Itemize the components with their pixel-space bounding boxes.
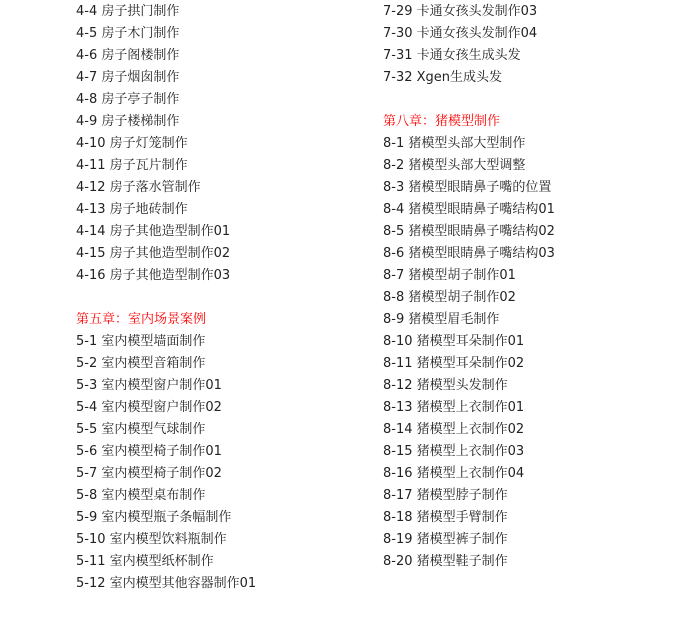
lesson-item: 8-7 猪模型胡子制作01 (383, 268, 516, 283)
lesson-item: 5-5 室内模型气球制作 (76, 422, 206, 437)
lesson-item: 5-11 室内模型纸杯制作 (76, 554, 214, 569)
lesson-item: 8-12 猪模型头发制作 (383, 378, 508, 393)
lesson-item: 4-9 房子楼梯制作 (76, 114, 180, 129)
lesson-item: 5-4 室内模型窗户制作02 (76, 400, 222, 415)
lesson-item: 4-7 房子烟囱制作 (76, 70, 180, 85)
lesson-item: 8-10 猪模型耳朵制作01 (383, 334, 525, 349)
lesson-item: 8-20 猪模型鞋子制作 (383, 554, 508, 569)
chapter-heading: 第八章：猪模型制作 (383, 114, 501, 129)
lesson-item: 4-13 房子地砖制作 (76, 202, 188, 217)
lesson-item: 8-4 猪模型眼睛鼻子嘴结构01 (383, 202, 555, 217)
lesson-item: 8-19 猪模型裤子制作 (383, 532, 508, 547)
lesson-item: 5-10 室内模型饮料瓶制作 (76, 532, 227, 547)
lesson-item: 8-2 猪模型头部大型调整 (383, 158, 526, 173)
lesson-item: 4-15 房子其他造型制作02 (76, 246, 231, 261)
lesson-item: 5-9 室内模型瓶子条幅制作 (76, 510, 232, 525)
lesson-item: 7-31 卡通女孩生成头发 (383, 48, 521, 63)
lesson-item: 8-13 猪模型上衣制作01 (383, 400, 525, 415)
chapter-heading: 第五章：室内场景案例 (76, 312, 207, 327)
lesson-item: 5-12 室内模型其他容器制作01 (76, 576, 257, 591)
lesson-item: 5-2 室内模型音箱制作 (76, 356, 206, 371)
right-column (383, 1, 555, 573)
lesson-item: 8-11 猪模型耳朵制作02 (383, 356, 525, 371)
lesson-item: 4-10 房子灯笼制作 (76, 136, 188, 151)
left-column (76, 1, 256, 595)
lesson-item: 8-3 猪模型眼睛鼻子嘴的位置 (383, 180, 552, 195)
lesson-item: 8-5 猪模型眼睛鼻子嘴结构02 (383, 224, 555, 239)
lesson-item: 4-11 房子瓦片制作 (76, 158, 188, 173)
lesson-item: 4-6 房子阁楼制作 (76, 48, 180, 63)
lesson-item: 8-17 猪模型脖子制作 (383, 488, 508, 503)
spacer (76, 287, 256, 309)
lesson-item: 5-8 室内模型桌布制作 (76, 488, 206, 503)
lesson-item: 5-7 室内模型椅子制作02 (76, 466, 222, 481)
lesson-item: 7-29 卡通女孩头发制作03 (383, 4, 538, 19)
spacer (383, 89, 555, 111)
lesson-item: 8-14 猪模型上衣制作02 (383, 422, 525, 437)
lesson-item: 8-8 猪模型胡子制作02 (383, 290, 516, 305)
lesson-item: 4-14 房子其他造型制作01 (76, 224, 231, 239)
lesson-item: 8-15 猪模型上衣制作03 (383, 444, 525, 459)
lesson-item: 5-1 室内模型墙面制作 (76, 334, 206, 349)
lesson-item: 8-9 猪模型眉毛制作 (383, 312, 500, 327)
lesson-item: 8-6 猪模型眼睛鼻子嘴结构03 (383, 246, 555, 261)
lesson-item: 8-16 猪模型上衣制作04 (383, 466, 525, 481)
lesson-item: 4-4 房子拱门制作 (76, 4, 180, 19)
lesson-item: 4-5 房子木门制作 (76, 26, 180, 41)
lesson-item: 5-6 室内模型椅子制作01 (76, 444, 222, 459)
lesson-item: 4-8 房子亭子制作 (76, 92, 180, 107)
lesson-item: 4-12 房子落水管制作 (76, 180, 201, 195)
lesson-item: 8-1 猪模型头部大型制作 (383, 136, 526, 151)
lesson-item: 4-16 房子其他造型制作03 (76, 268, 231, 283)
lesson-item: 8-18 猪模型手臂制作 (383, 510, 508, 525)
lesson-item: 7-30 卡通女孩头发制作04 (383, 26, 538, 41)
lesson-item: 5-3 室内模型窗户制作01 (76, 378, 222, 393)
lesson-item: 7-32 Xgen生成头发 (383, 70, 503, 85)
